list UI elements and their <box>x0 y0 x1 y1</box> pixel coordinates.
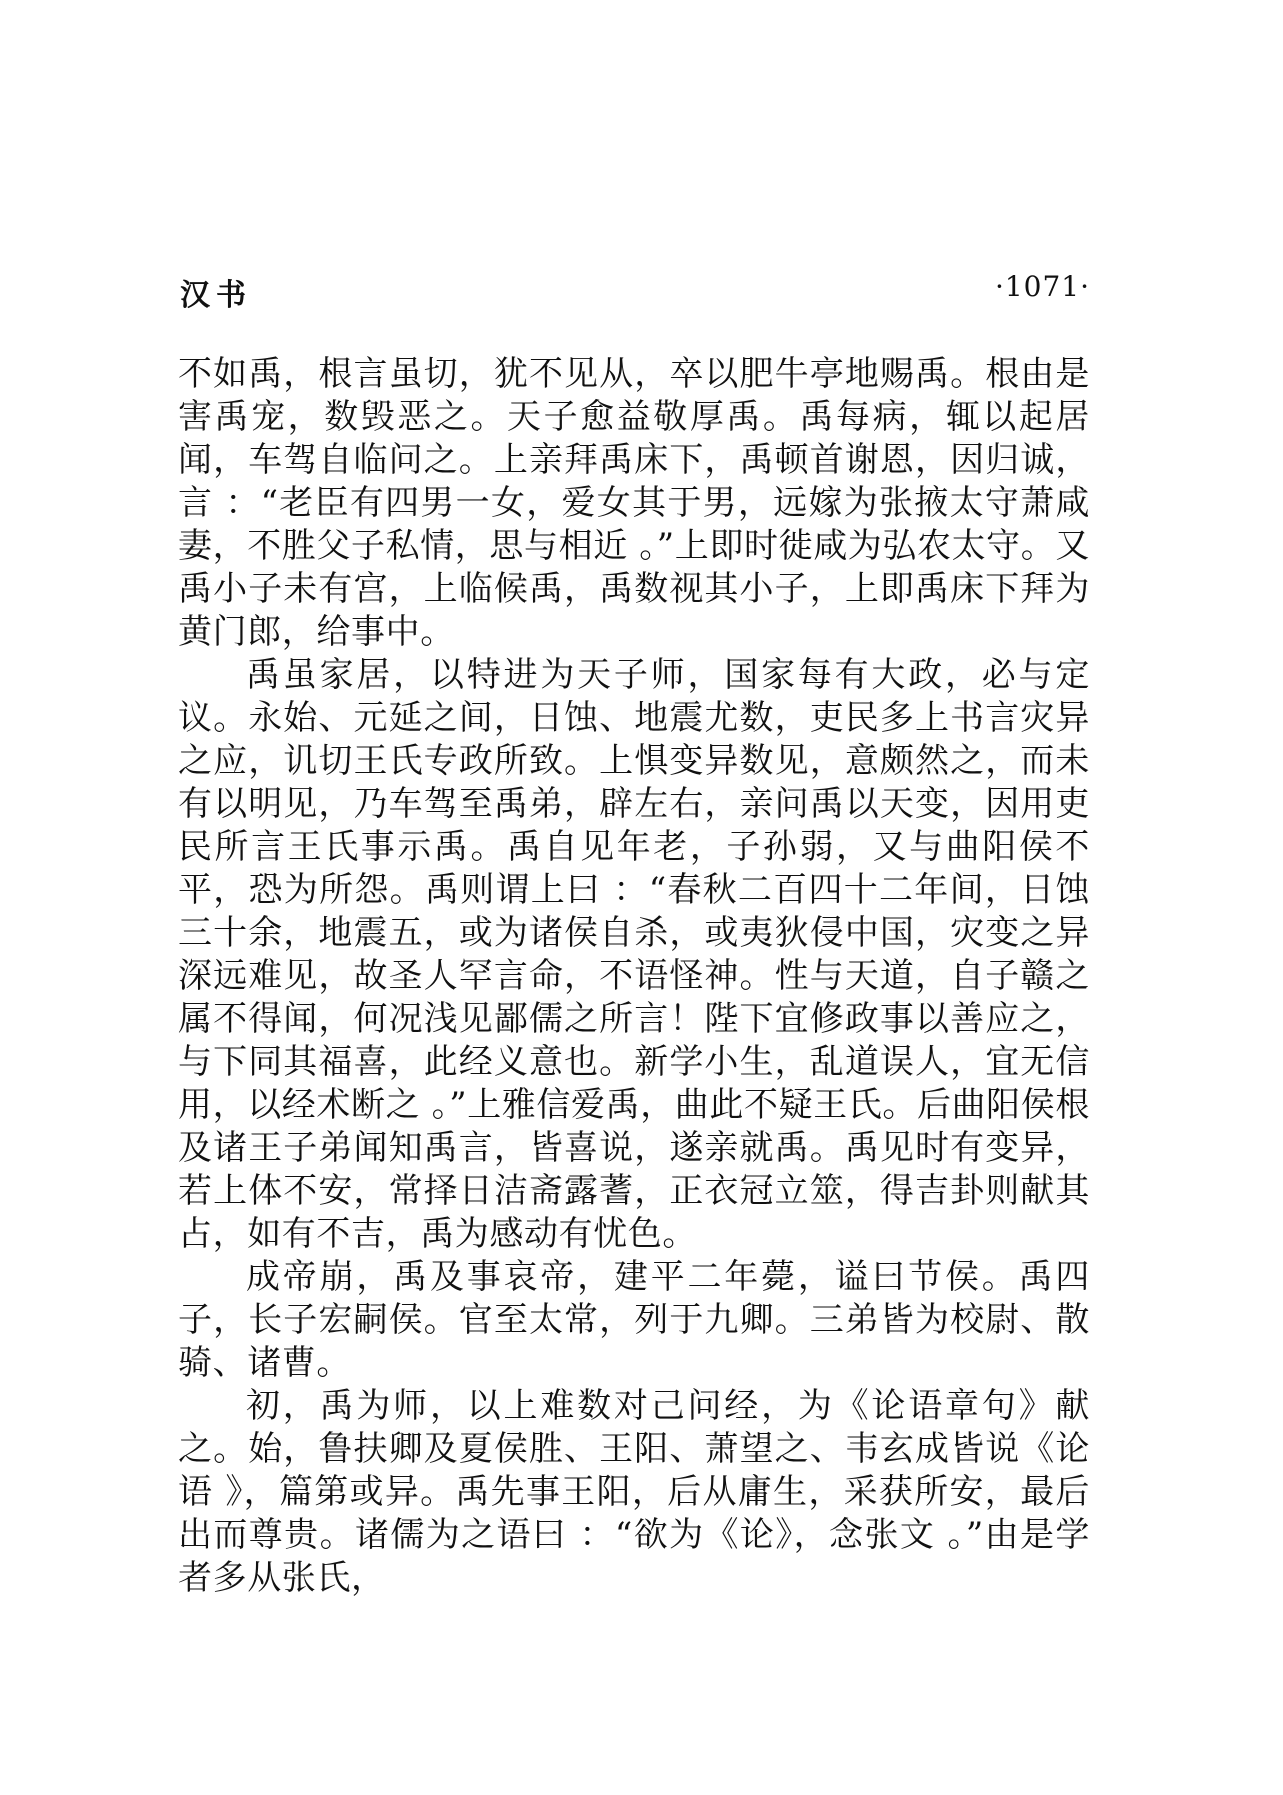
paragraph: 不如禹，根言虽切，犹不见从，卒以肥牛亭地赐禹。根由是害禹宠，数毁恶之。天子愈益敬厚禹。禹每病，辄以起居闻，车驾自临问之。上亲拜禹床下，禹顿首谢恩，因归诚，言 ：“老臣有四男一女，爱女其于男，远嫁为张掖太守萧咸妻，不胜父子私情，思与相近 。”上即时徙咸为弘农太守。又禹小子未有宫，上临候禹，禹数视其小子，上即禹床下拜为黄门郎，给事中。 <box>178 354 1090 652</box>
page-header <box>180 270 1090 314</box>
book-title: 汉书 <box>180 278 252 313</box>
body-text <box>178 353 1090 1600</box>
paragraph: 成帝崩，禹及事哀帝，建平二年薨，谥曰节侯。禹四子，长子宏嗣侯。官至太常，列于九卿。三弟皆为校尉、散骑、诸曹。 <box>178 1257 1090 1383</box>
paragraph: 初，禹为师，以上难数对己问经，为《论语章句》献之。始，鲁扶卿及夏侯胜、王阳、萧望之、韦玄成皆说《论语 》，篇第或异。禹先事王阳，后从庸生，采获所安，最后出而尊贵。诸儒为之语曰 ：“欲为《论》，念张文 。”由是学者多从张氏， <box>178 1386 1090 1598</box>
page-number: ·1071· <box>994 270 1090 303</box>
paragraph: 禹虽家居，以特进为天子师，国家每有大政，必与定议。永始、元延之间，日蚀、地震尤数，吏民多上书言灾异之应，讥切王氏专政所致。上惧变异数见，意颇然之，而未有以明见，乃车驾至禹弟，辟左右，亲问禹以天变，因用吏民所言王氏事示禹。禹自见年老，子孙弱，又与曲阳侯不平，恐为所怨。禹则谓上曰 ：“春秋二百四十二年间，日蚀三十余，地震五，或为诸侯自杀，或夷狄侵中国，灾变之异深远难见，故圣人罕言命，不语怪神。性与天道，自子赣之属不得闻，何况浅见鄙儒之所言！陛下宜修政事以善应之，与下同其福喜，此经义意也。新学小生，乱道误人，宜无信用，以经术断之 。”上雅信爱禹，曲此不疑王氏。后曲阳侯根及诸王子弟闻知禹言，皆喜说，遂亲就禹。禹见时有变异，若上体不安，常择日洁斋露蓍，正衣冠立筮，得吉卦则献其占，如有不吉，禹为感动有忧色。 <box>178 655 1090 1254</box>
